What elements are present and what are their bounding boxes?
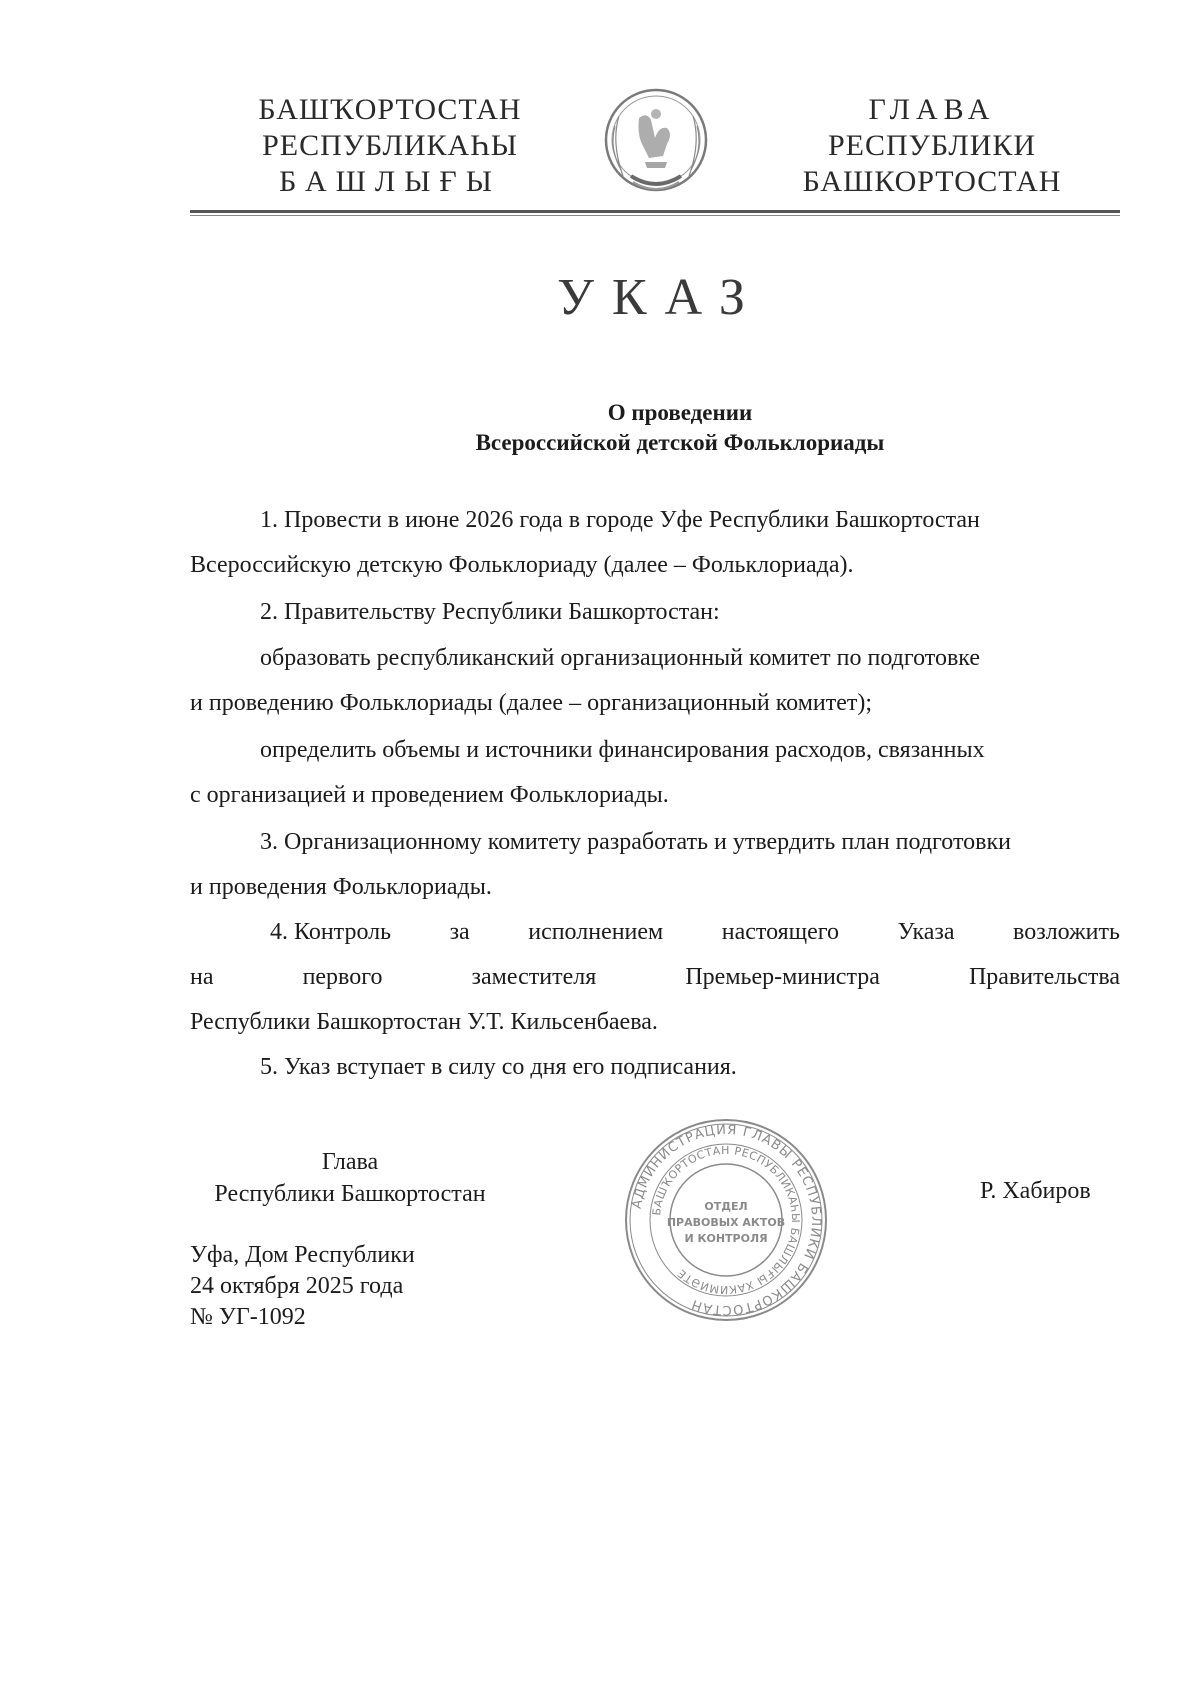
word: Указа — [897, 919, 955, 945]
word: настоящего — [721, 919, 840, 945]
paragraph-line: 3. Организационному комитету разработать и утвердить план подготовки — [260, 829, 1011, 855]
word: заместителя — [471, 964, 597, 990]
signatory-position — [190, 1146, 510, 1210]
signatory-name: Р. Хабиров — [980, 1178, 1091, 1204]
word: возложить — [1013, 919, 1120, 945]
paragraph-2 — [190, 590, 1120, 635]
header-bashkir — [250, 92, 530, 200]
official-stamp — [622, 1116, 830, 1324]
paragraph-1 — [190, 498, 1120, 588]
place-of-signing: Уфа, Дом Республики — [190, 1242, 415, 1268]
justified-line-2 — [190, 955, 1120, 1000]
paragraph-7 — [190, 1045, 1120, 1090]
word: на — [190, 964, 214, 990]
subject-line-2: Всероссийской детской Фольклориады — [475, 430, 885, 455]
header-right-line-1: ГЛАВА — [868, 93, 996, 126]
document-requisites — [190, 1240, 415, 1333]
header-russian — [782, 92, 1082, 200]
header-right-line-2: РЕСПУБЛИКИ — [827, 129, 1037, 162]
paragraph-line: и проведения Фольклориады. — [190, 874, 492, 900]
paragraph-4 — [190, 728, 1120, 818]
signatory-position-line-2: Республики Башкортостан — [214, 1181, 486, 1207]
justified-line-1 — [190, 910, 1120, 955]
document-number: № УГ-1092 — [190, 1304, 306, 1330]
subject-line-1: О проведении — [607, 400, 753, 425]
word: первого — [302, 964, 383, 990]
word: Премьер-министра — [685, 964, 880, 990]
coat-of-arms-icon — [601, 86, 711, 200]
document-subject — [340, 398, 1020, 458]
header-left-line-1: БАШҠОРТОСТАН — [258, 93, 522, 126]
header-divider — [190, 210, 1120, 213]
paragraph-line: Республики Башкортостан У.Т. Кильсенбаева. — [190, 1009, 658, 1035]
paragraph-line: 5. Указ вступает в силу со дня его подписания. — [260, 1054, 737, 1080]
stamp-center-line-1: ОТДЕЛ — [704, 1200, 748, 1213]
header-right-line-3: БАШКОРТОСТАН — [802, 165, 1062, 198]
stamp-inner-text: БАШҠОРТОСТАН РЕСПУБЛИКАҺЫ БАШЛЫҒЫ ХАКИМИӘТЕ — [650, 1143, 803, 1297]
paragraph-line: с организацией и проведением Фольклориады. — [190, 782, 669, 808]
header-divider-thin — [190, 215, 1120, 216]
stamp-center-line-2: ПРАВОВЫХ АКТОВ — [666, 1216, 786, 1229]
paragraph-line: и проведению Фольклориады (далее – организационный комитет); — [190, 690, 873, 716]
stamp-outer-text: АДМИНИСТРАЦИЯ ГЛАВЫ РЕСПУБЛИКИ БАШКОРТОСТАН — [629, 1122, 824, 1318]
word: за — [449, 919, 470, 945]
stamp-center-line-3: И КОНТРОЛЯ — [684, 1232, 768, 1245]
document-title: УКАЗ — [557, 269, 763, 326]
paragraph-line: Всероссийскую детскую Фольклориаду (далее – Фольклориада). — [190, 552, 854, 578]
paragraph-3 — [190, 636, 1120, 726]
signing-date: 24 октября 2025 года — [190, 1273, 404, 1299]
paragraph-5 — [190, 820, 1120, 910]
header-left-line-2: РЕСПУБЛИКАҺЫ — [262, 129, 518, 162]
paragraph-line: образовать республиканский организационный комитет по подготовке — [260, 645, 980, 671]
header-left-line-3: БАШЛЫҒЫ — [279, 165, 501, 198]
paragraph-line: 2. Правительству Республики Башкортостан: — [260, 599, 720, 625]
word: исполнением — [528, 919, 664, 945]
paragraph-line: 1. Провести в июне 2026 года в городе Уфе Республики Башкортостан — [260, 507, 980, 533]
word: Правительства — [968, 964, 1120, 990]
paragraph-6 — [190, 910, 1120, 1045]
word: 4. Контроль — [270, 919, 392, 945]
paragraph-line: определить объемы и источники финансирования расходов, связанных — [260, 737, 985, 763]
signatory-position-line-1: Глава — [321, 1149, 379, 1175]
